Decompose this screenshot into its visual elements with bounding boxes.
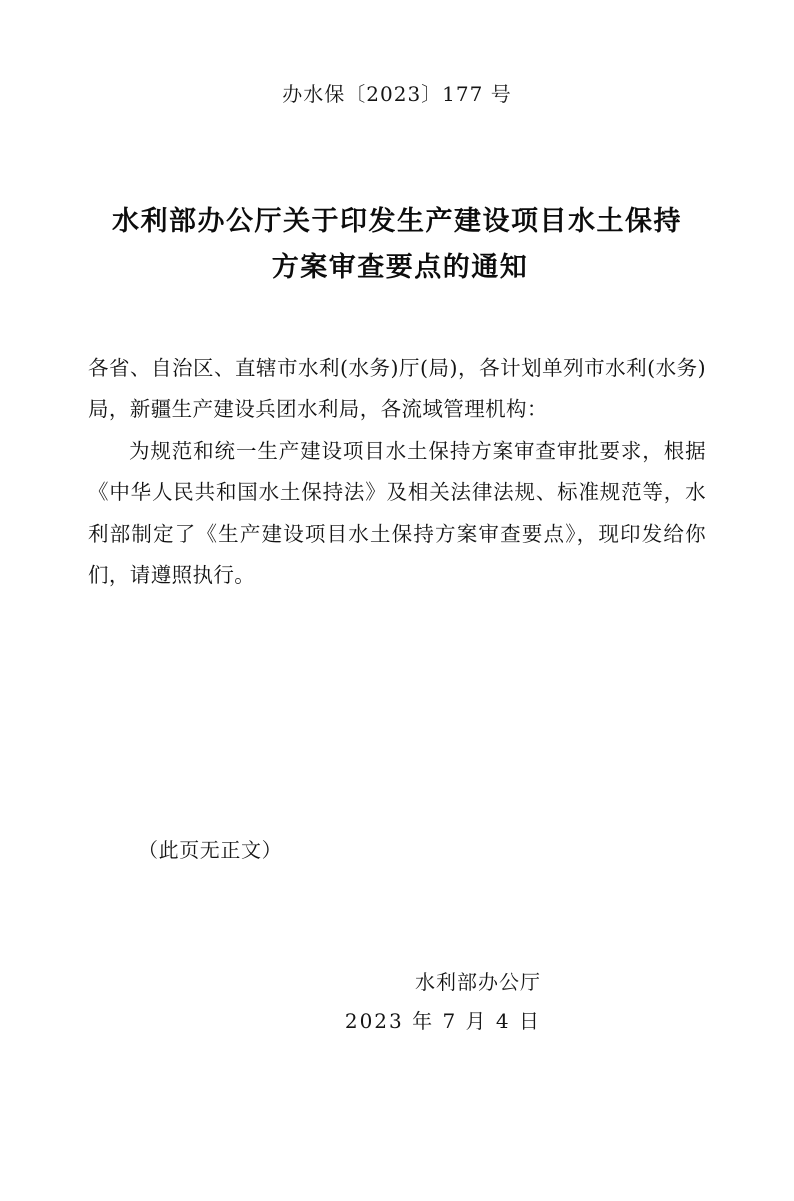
document-number: 办水保〔2023〕177 号: [282, 82, 512, 106]
document-body: [88, 348, 706, 596]
signature-issuer: 水利部办公厅: [415, 970, 541, 995]
document-title-line-1: 水利部办公厅关于印发生产建设项目水土保持: [112, 206, 682, 237]
document-title: [88, 199, 706, 292]
signature-date: 2023 年 7 月 4 日: [344, 1009, 541, 1034]
document-title-line-2: 方案审查要点的通知: [271, 252, 529, 284]
signature-block: [88, 963, 706, 1041]
document-page: [0, 78, 794, 1201]
no-body-text-note: （此页无正文）: [138, 838, 283, 863]
body-paragraph-main: 为规范和统一生产建设项目水土保持方案审查审批要求，根据《中华人民共和国水土保持法》及相关法律法规、标准规范等，水利部制定了《生产建设项目水土保持方案审查要点》，现印发给你们，请遵照执行。: [88, 438, 706, 587]
body-paragraph-recipients: 各省、自治区、直辖市水利(水务)厅(局)，各计划单列市水利(水务)局，新疆生产建设兵团水利局，各流域管理机构：: [88, 355, 706, 422]
